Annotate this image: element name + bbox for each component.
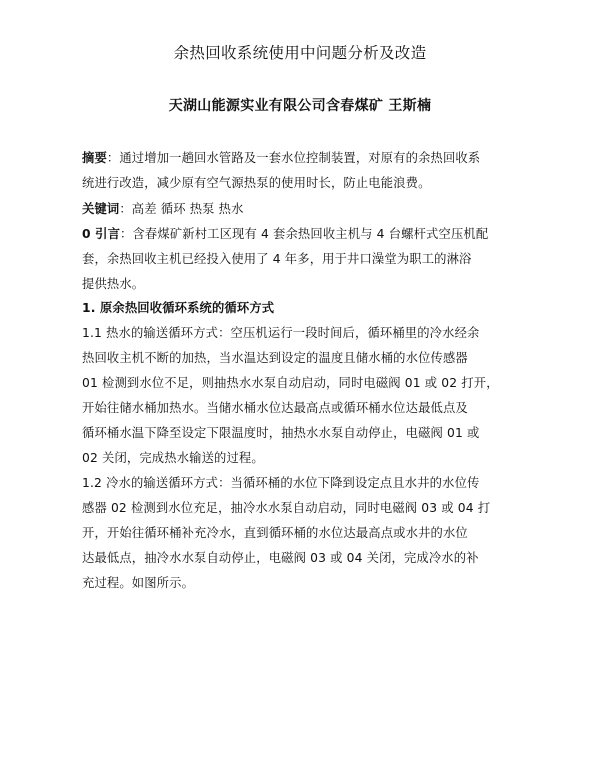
keywords-line (82, 197, 532, 222)
section-1-1-paragraph (82, 321, 532, 471)
abstract-text: ：通过增加一趟回水管路及一套水位控制装置，对原有的余热回收系 (106, 151, 481, 165)
intro-text: ：含春煤矿新村工区现有 4 套余热回收主机与 4 台螺杆式空压机配 (120, 227, 489, 241)
section-1-2-line: 感器 02 检测到水位充足，抽冷水水泵自动启动，同时电磁阀 03 或 04 打 (82, 501, 491, 515)
author-line: 天湖山能源实业有限公司含春煤矿 王斯楠 (168, 98, 432, 114)
section-1-1-line: 热回收主机不断的加热，当水温达到设定的温度且储水桶的水位传感器 (82, 351, 468, 365)
keywords-paragraph (82, 197, 532, 222)
section-1-1-line: 1.1 热水的输送循环方式：空压机运行一段时间后，循环桶里的冷水经余 (82, 326, 480, 340)
keywords-label: 关键词 (82, 202, 120, 216)
section-1-heading-block (82, 296, 532, 321)
intro-label: 0 引言 (82, 227, 121, 241)
paper-title: 余热回收系统使用中问题分析及改造 (173, 44, 427, 62)
abstract-line: 统进行改造，减少原有空气源热泵的使用时长，防止电能浪费。 (82, 176, 431, 190)
section-1-2-line: 1.2 冷水的输送循环方式：当循环桶的水位下降到设定点且水井的水位传 (82, 476, 480, 490)
section-1-1-line: 开始往储水桶加热水。当储水桶水位达最高点或循环桶水位达最低点及 (82, 401, 468, 415)
abstract-paragraph (82, 146, 532, 196)
abstract-label: 摘要 (82, 151, 107, 165)
abstract-line (82, 146, 532, 171)
intro-paragraph (82, 222, 532, 297)
section-1-heading: 1. 原余热回收循环系统的循环方式 (82, 301, 275, 315)
section-1-1-line: 02 关闭，完成热水输送的过程。 (82, 451, 264, 465)
section-1-1-line: 循环桶水温下降至设定下限温度时，抽热水水泵自动停止，电磁阀 01 或 (82, 426, 480, 440)
intro-line: 套，余热回收主机已经投入使用了 4 年多，用于井口澡堂为职工的淋浴 (82, 252, 472, 266)
section-1-2-line: 达最低点，抽冷水水泵自动停止，电磁阀 03 或 04 关闭，完成冷水的补 (82, 551, 479, 565)
section-1-2-line: 开，开始往循环桶补充冷水，直到循环桶的水位达最高点或水井的水位 (82, 526, 468, 540)
intro-line: 提供热水。 (82, 277, 145, 291)
section-1-1-line: 01 检测到水位不足，则抽热水水泵自动启动，同时电磁阀 01 或 02 打开， (82, 376, 499, 390)
section-1-2-paragraph (82, 471, 532, 596)
intro-line (82, 222, 532, 247)
keywords-text: ：高差 循环 热泵 热水 (119, 202, 244, 216)
section-1-2-line: 充过程。如图所示。 (82, 576, 195, 590)
